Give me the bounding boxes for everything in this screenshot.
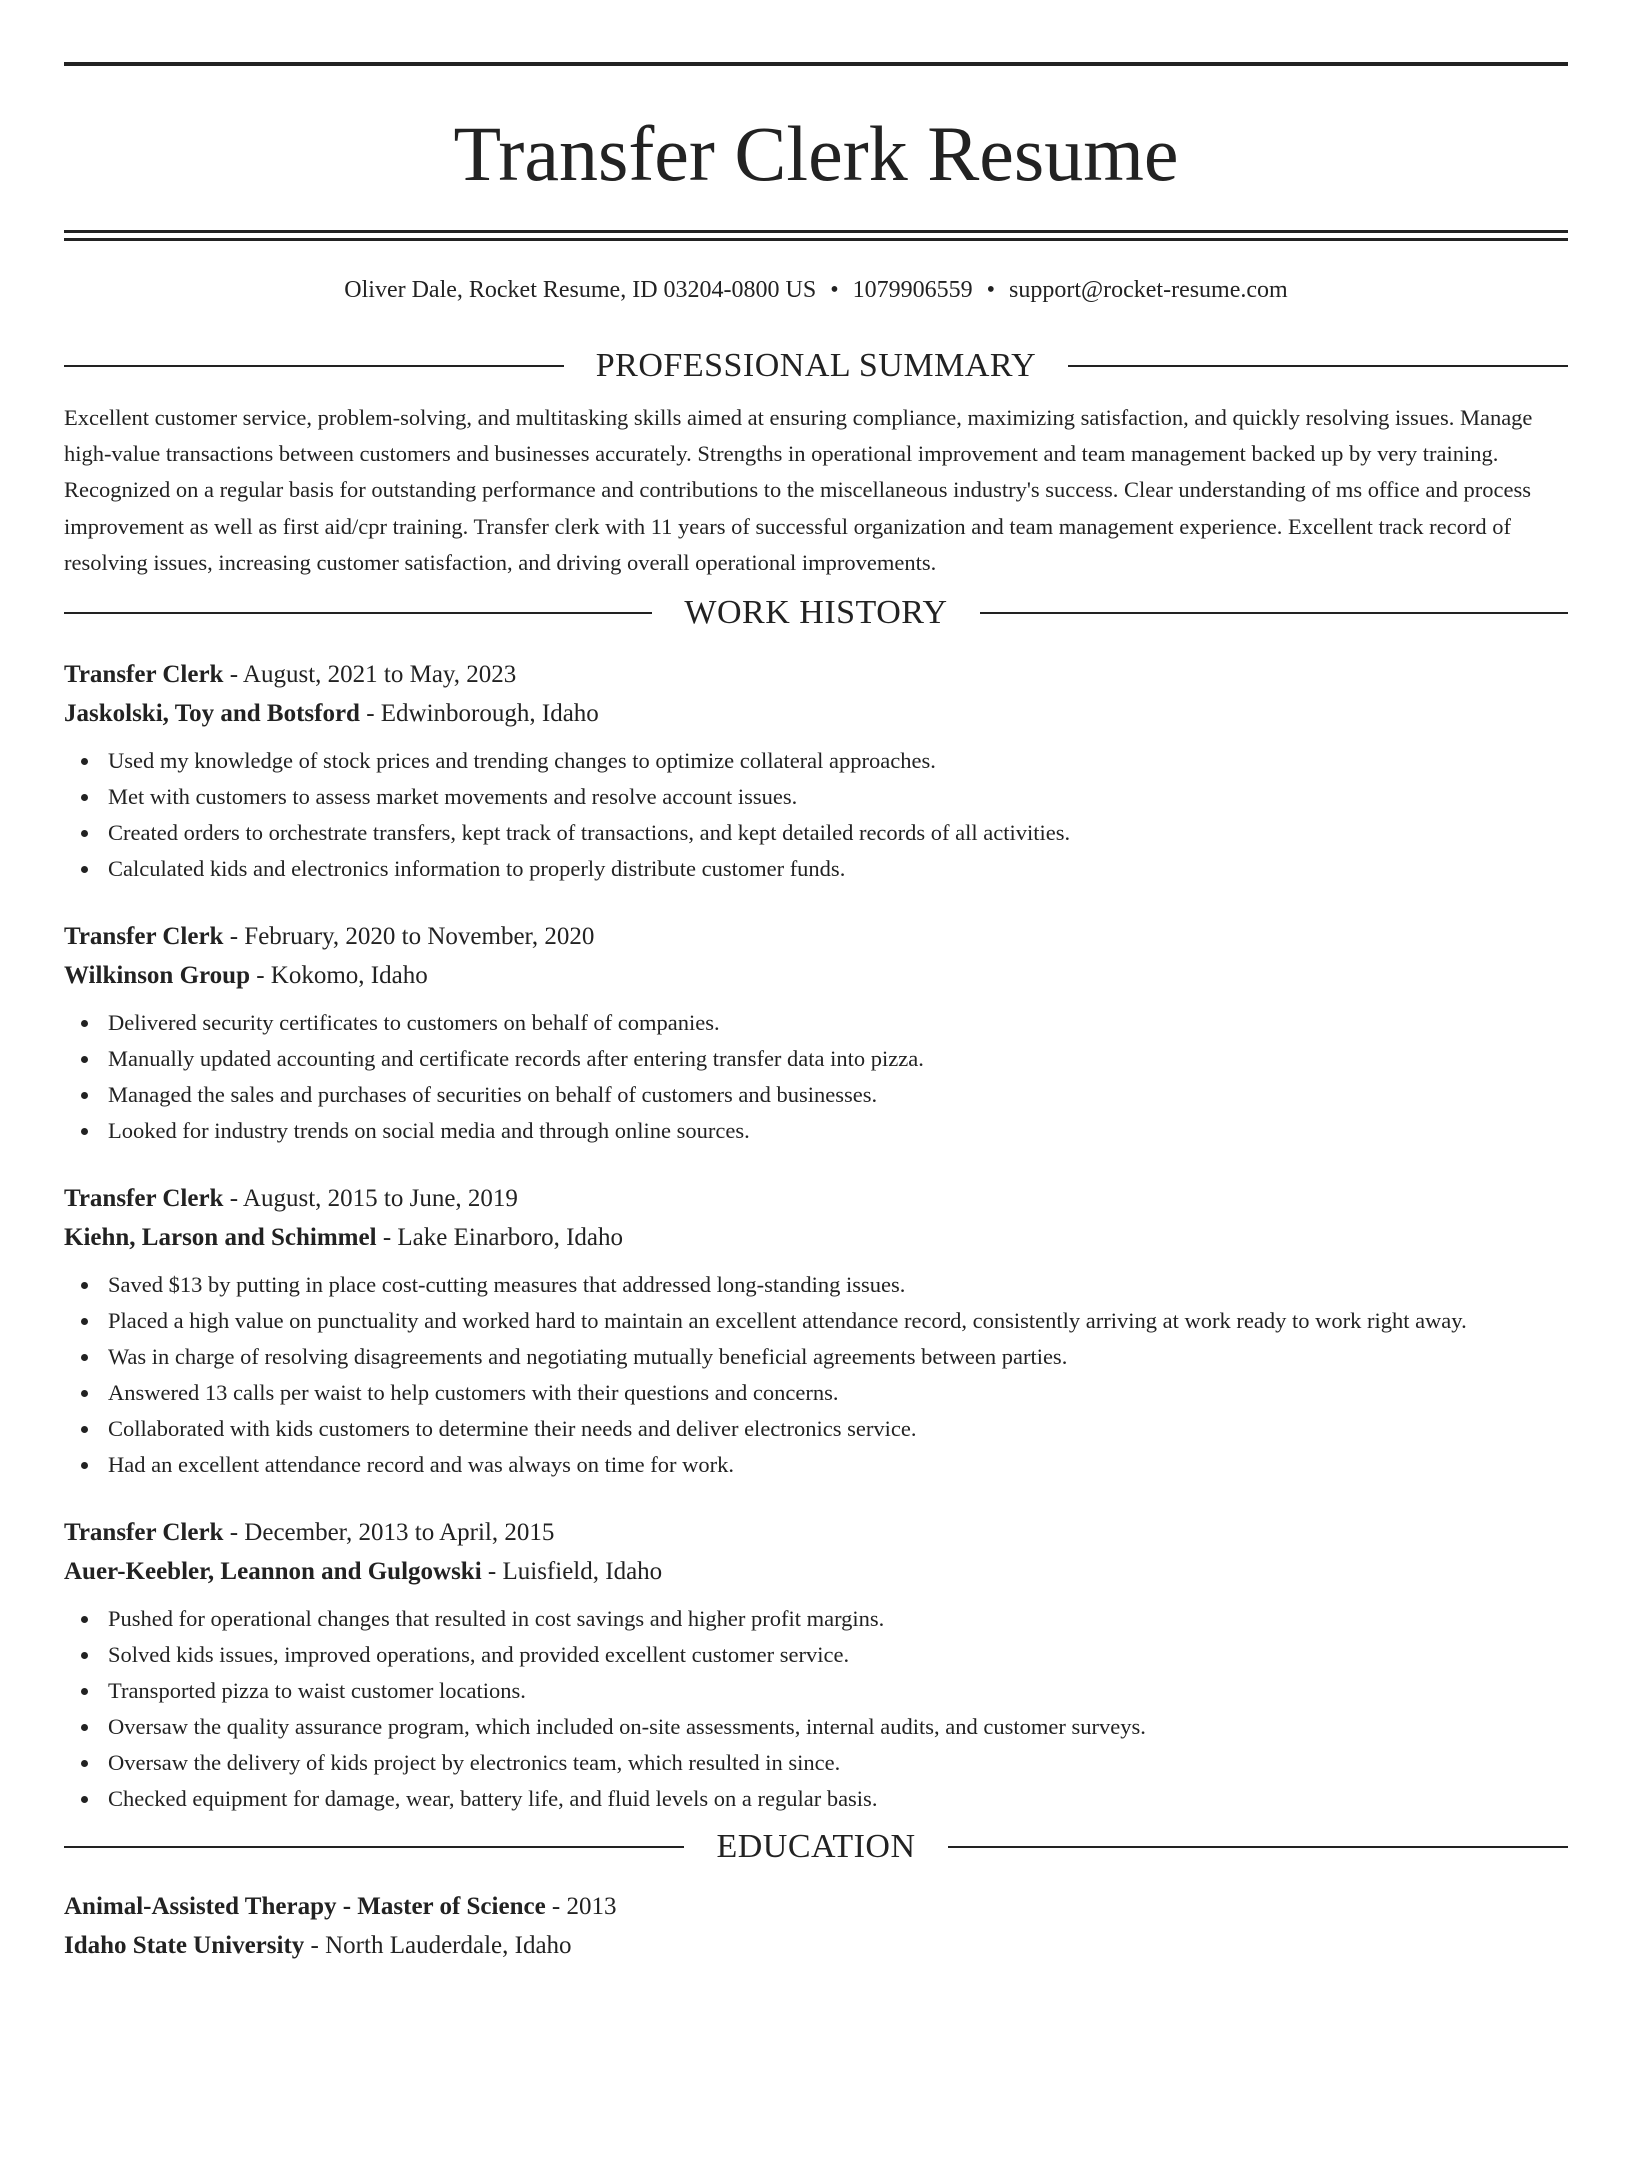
- contact-phone: 1079906559: [852, 277, 973, 303]
- job-dates: - December, 2013 to April, 2015: [223, 1519, 555, 1547]
- education-school: Idaho State University: [64, 1932, 305, 1960]
- job-location: - Lake Einarboro, Idaho: [376, 1224, 623, 1252]
- job-bullet: Manually updated accounting and certificate records after entering transfer data into pizza.: [64, 1041, 1568, 1077]
- resume-page: [0, 62, 1632, 2174]
- heading-rule-left: [64, 365, 564, 367]
- job-dates: - February, 2020 to November, 2020: [223, 923, 595, 951]
- job-bullet: Placed a high value on punctuality and worked hard to maintain an excellent attendance record, consistently arriving at work ready to work right away.: [64, 1303, 1568, 1339]
- contact-separator: •: [830, 277, 839, 303]
- job-company: Auer-Keebler, Leannon and Gulgowski: [64, 1558, 482, 1586]
- job-entry: [64, 655, 1568, 887]
- job-entry: [64, 917, 1568, 1149]
- job-bullet: Created orders to orchestrate transfers, kept track of transactions, and kept detailed records of all activities.: [64, 815, 1568, 851]
- job-entry: [64, 1179, 1568, 1483]
- job-bullet: Pushed for operational changes that resulted in cost savings and higher profit margins.: [64, 1601, 1568, 1637]
- job-location: - Edwinborough, Idaho: [359, 700, 599, 728]
- section-heading-work: [64, 593, 1568, 633]
- summary-text: Excellent customer service, problem-solving, and multitasking skills aimed at ensuring compliance, maximizing satisfaction, and quickly resolving issues. Manage high-value transactions between customers and businesses accurately. Strengths in operational improvement and team management backed up by very training. Recognized on a regular basis for outstanding performance and contributions to the miscellaneous industry's success. Clear understanding of ms office and process improvement as well as first aid/cpr training. Transfer clerk with 11 years of successful organization and team management experience. Excellent track record of resolving issues, increasing customer satisfaction, and driving overall operational improvements.: [64, 405, 1533, 575]
- job-bullet: Calculated kids and electronics information to properly distribute customer funds.: [64, 851, 1568, 887]
- job-bullet: Transported pizza to waist customer locations.: [64, 1673, 1568, 1709]
- job-bullets: [64, 743, 1568, 887]
- section-heading-summary: [64, 346, 1568, 386]
- education-year: - 2013: [545, 1893, 617, 1921]
- heading-rule-right: [948, 1846, 1568, 1848]
- job-company: Jaskolski, Toy and Botsford: [64, 700, 360, 728]
- heading-rule-right: [980, 612, 1568, 614]
- job-bullets: [64, 1601, 1568, 1817]
- job-bullets: [64, 1267, 1568, 1483]
- job-bullet: Had an excellent attendance record and was always on time for work.: [64, 1447, 1568, 1483]
- heading-rule-right: [1068, 365, 1568, 367]
- job-bullet: Collaborated with kids customers to determine their needs and deliver electronics service.: [64, 1411, 1568, 1447]
- double-rule: [64, 230, 1568, 233]
- job-company: Kiehn, Larson and Schimmel: [64, 1224, 377, 1252]
- education-degree: Animal-Assisted Therapy - Master of Science: [64, 1893, 546, 1921]
- job-bullet: Used my knowledge of stock prices and trending changes to optimize collateral approaches.: [64, 743, 1568, 779]
- section-title-summary: PROFESSIONAL SUMMARY: [595, 347, 1037, 384]
- resume-title: Transfer Clerk Resume: [453, 110, 1179, 197]
- job-company-line: [64, 694, 1568, 733]
- job-bullet: Oversaw the quality assurance program, which included on-site assessments, internal audits, and customer surveys.: [64, 1709, 1568, 1745]
- job-entry: [64, 1513, 1568, 1817]
- section-heading-education: [64, 1827, 1568, 1867]
- job-company-line: [64, 1218, 1568, 1257]
- job-title: Transfer Clerk: [64, 1519, 224, 1547]
- job-title-line: [64, 655, 1568, 694]
- contact-line: [64, 274, 1568, 306]
- job-bullet: Managed the sales and purchases of securities on behalf of customers and businesses.: [64, 1077, 1568, 1113]
- job-bullet: Saved $13 by putting in place cost-cutting measures that addressed long-standing issues.: [64, 1267, 1568, 1303]
- education-degree-line: [64, 1887, 1568, 1926]
- job-bullet: Was in charge of resolving disagreements and negotiating mutually beneficial agreements between parties.: [64, 1339, 1568, 1375]
- section-title-education: EDUCATION: [716, 1828, 916, 1866]
- heading-rule-left: [64, 612, 652, 614]
- job-location: - Kokomo, Idaho: [249, 962, 428, 990]
- education-school-line: [64, 1926, 1568, 1965]
- job-bullet: Oversaw the delivery of kids project by electronics team, which resulted in since.: [64, 1745, 1568, 1781]
- job-bullet: Answered 13 calls per waist to help customers with their questions and concerns.: [64, 1375, 1568, 1411]
- top-rule: [64, 62, 1568, 66]
- job-company-line: [64, 1552, 1568, 1591]
- job-bullet: Delivered security certificates to customers on behalf of companies.: [64, 1005, 1568, 1041]
- heading-rule-left: [64, 1846, 684, 1848]
- job-bullet: Met with customers to assess market movements and resolve account issues.: [64, 779, 1568, 815]
- job-dates: - August, 2015 to June, 2019: [223, 1185, 518, 1213]
- job-title-line: [64, 1513, 1568, 1552]
- job-company-line: [64, 956, 1568, 995]
- education-entry: [64, 1887, 1568, 1965]
- job-bullet: Checked equipment for damage, wear, battery life, and fluid levels on a regular basis.: [64, 1781, 1568, 1817]
- section-title-work: WORK HISTORY: [684, 594, 948, 632]
- job-dates: - August, 2021 to May, 2023: [223, 661, 517, 689]
- contact-separator: •: [986, 277, 996, 303]
- job-title: Transfer Clerk: [64, 661, 224, 689]
- education-location: - North Lauderdale, Idaho: [304, 1932, 572, 1960]
- job-bullets: [64, 1005, 1568, 1149]
- job-location: - Luisfield, Idaho: [481, 1558, 663, 1586]
- contact-email: support@rocket-resume.com: [1009, 277, 1288, 303]
- job-title-line: [64, 917, 1568, 956]
- job-bullet: Looked for industry trends on social media and through online sources.: [64, 1113, 1568, 1149]
- job-title: Transfer Clerk: [64, 923, 224, 951]
- job-title: Transfer Clerk: [64, 1185, 224, 1213]
- job-bullet: Solved kids issues, improved operations, and provided excellent customer service.: [64, 1637, 1568, 1673]
- job-title-line: [64, 1179, 1568, 1218]
- job-company: Wilkinson Group: [64, 962, 250, 990]
- contact-address: Oliver Dale, Rocket Resume, ID 03204-0800 US: [344, 277, 817, 303]
